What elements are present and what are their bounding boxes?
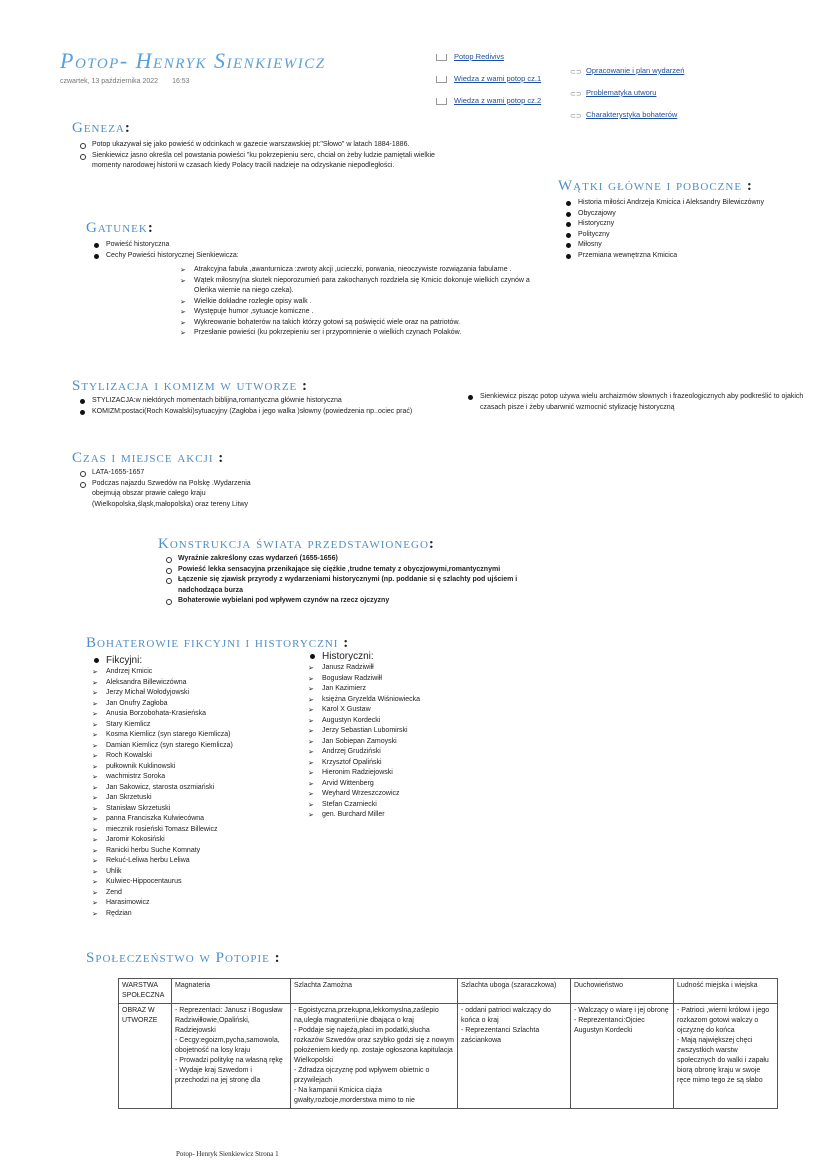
table-header: WARSTWA SPOŁECZNA: [119, 979, 172, 1004]
gatunek-list: [92, 240, 392, 261]
stylizacja-list: [78, 396, 448, 417]
list-item: ➢ Uhlik: [92, 867, 292, 878]
watki-heading: Wątki główne i poboczne :: [558, 178, 753, 194]
cell-line: - Egoistyczna,przekupna,lekkomyslna,zaślepio na,uległa magnaterii,nie dbająca o kraj: [294, 1007, 439, 1024]
table-header: Szlachta uboga (szaraczkowa): [458, 979, 571, 1004]
cell-line: - Patrioci ,wierni królowi i jego rozkazom gotowi walczy o ojczyznę do końca: [677, 1007, 770, 1034]
list-item: ➢ Rędzian: [92, 909, 292, 920]
list-item: ➢ gen. Burchard Miller: [308, 810, 508, 821]
list-item: Bohaterowie wybielani pod wpływem czynów na rzecz ojczyzny: [164, 596, 554, 607]
czas-list: [78, 468, 258, 510]
list-item: ➢ Jaromir Kokosiński: [92, 835, 292, 846]
list-item: ➢ Stefan Czarniecki: [308, 800, 508, 811]
list-item: STYLIZACJA:w niektórych momentach biblijna,romantyczna głównie historyczna: [78, 396, 448, 407]
list-item: Przemiana wewnętrzna Kmicica: [564, 251, 824, 262]
list-item: ➢ Andrzej Kmicic: [92, 667, 292, 678]
page-title: Potop- Henryk Sienkiewicz: [60, 48, 326, 73]
list-item: ➢ Hieronim Radziejowski: [308, 768, 508, 779]
historyczni-label-list: [308, 651, 508, 663]
link-icon: ⊂⊃: [570, 113, 582, 121]
list-item: ➢ Anusia Borzobohata-Krasieńska: [92, 709, 292, 720]
list-item: Podczas najazdu Szwedów na Polskę .Wydarzenia obejmują obszar prawie całego kraju (Wielkopolska,śląsk,małopolska) oraz tereny Litwy: [78, 479, 258, 511]
cell-line: - Reprezentaci: Janusz i Bogusław Radziwiłłowie,Opaliński, Radziejowski: [175, 1007, 283, 1034]
list-item: ➢ Jerzy Michał Wołodyjowski: [92, 688, 292, 699]
table-header: Duchowieństwo: [571, 979, 674, 1004]
list-item: ➢ Karol X Gustaw: [308, 705, 508, 716]
cell-line: - Prowadzi politykę na własną rękę: [175, 1057, 283, 1064]
cell-line: - Wydaje kraj Szwedom i przechodzi na jej stronę dla: [175, 1067, 261, 1084]
list-item: ➢ Damian Kiemlicz (syn starego Kiemlicza): [92, 741, 292, 752]
list-item: ➢ Kosma Kiemlicz (syn starego Kiemlicza): [92, 730, 292, 741]
list-item: Miłosny: [564, 240, 824, 251]
list-item: ➢ Zend: [92, 888, 292, 899]
cell-line: - Cecgy:egoizm,pycha,samowola, obojetność na losy kraju: [175, 1037, 280, 1054]
list-item: ➢ Janusz Radziwiłł: [308, 663, 508, 674]
spoleczenstwo-table: [118, 978, 778, 1109]
fikcyjni-label: Fikcyjni:: [92, 655, 292, 667]
stylizacja-heading: Stylizacja i komizm w utworze :: [72, 378, 309, 394]
cell-line: - Na kampanii Kmicica ciąża gwałty,rozboje,morderstwa mimo to nie: [294, 1087, 415, 1104]
list-item: Polityczny: [564, 230, 824, 241]
list-item: ➢ Jerzy Sebastian Lubomirski: [308, 726, 508, 737]
cell-line: - Mają największej chęci zwszystkich warstw społecznych do walki i zapału biorą obronę kraju w swoje ręce mimo tego że są słabo: [677, 1037, 769, 1084]
table-header: Szlachta Zamożna: [291, 979, 458, 1004]
list-item: ➢ Andrzej Grudziński: [308, 747, 508, 758]
page-footer: Potop- Henryk Sienkiewicz Strona 1: [176, 1150, 279, 1158]
table-cell: [674, 1004, 778, 1109]
links-column-1: [436, 52, 541, 118]
link-wiedza-1[interactable]: Wiedza z wami potop cz.1: [436, 74, 541, 96]
konstrukcja-list: [164, 554, 554, 607]
list-item: ➢ Wykreowanie bohaterów na takich którzy gotowi są poświęcić wiele oraz na patriotów.: [180, 318, 550, 329]
list-item: Powieść lekka sensacyjna przenikające się ciężkie ,trudne tematy z obyczjowymi,romantycznymi: [164, 565, 554, 576]
link-icon: ⊂⊃: [570, 69, 582, 77]
list-item: ➢ miecznik rosieński Tomasz Billewicz: [92, 825, 292, 836]
list-item: ➢ księżna Gryzelda Wiśniowiecka: [308, 695, 508, 706]
table-header: Ludność miejska i wiejska: [674, 979, 778, 1004]
konstrukcja-heading: Konstrukcja świata przedstawionego:: [158, 536, 435, 552]
list-item: ➢ Bogusław Radziwiłł: [308, 674, 508, 685]
watki-list: [564, 198, 824, 261]
list-item: ➢ Jan Onufry Zagłoba: [92, 699, 292, 710]
list-item: Łączenie się zjawisk przyrody z wydarzeniami historycznymi (np. poddanie si ę szlachty pod ujściem i nadchodząca burza: [164, 575, 554, 596]
list-item: KOMIZM:postaci(Roch Kowalski)sytuacyjny (Zagłoba i jego walka )słowny (powiedzenia np..ociec prać): [78, 407, 448, 418]
cell-line: - Poddaje się najeźą,płaci im podatki,słucha rozkazów Szwedów oraz szybko godzi się z nowym położeniem kiedy np. zostaje ogłoszona kapitulacja Wielkopolski: [294, 1027, 454, 1064]
list-item: ➢ wachmistrz Soroka: [92, 772, 292, 783]
historyczni-list: [308, 663, 508, 821]
list-item: ➢ Wątek miłosny(na skutek nieporozumień para zakochanych rozdziela się Kmicic dokonuje wielkich czynów a Oleńka wiernie na niego czeka).: [180, 276, 550, 297]
geneza-list: [78, 140, 448, 172]
table-cell: OBRAZ W UTWORZE: [119, 1004, 172, 1109]
link-opracowanie[interactable]: ⊂⊃ Opracowanie i plan wydarzeń: [570, 66, 685, 77]
gatunek-heading: Gatunek:: [86, 220, 154, 236]
list-item: ➢ Wielkie dokładne rozległe opisy walk .: [180, 297, 550, 308]
list-item: ➢ Jan Skrzetuski: [92, 793, 292, 804]
list-item: ➢ Arvid Wittenberg: [308, 779, 508, 790]
cell-line: - Walczący o wiarę i jej obronę: [574, 1007, 669, 1014]
list-item: ➢ panna Franciszka Kulwiecówna: [92, 814, 292, 825]
list-item: ➢ Roch Kowalski: [92, 751, 292, 762]
list-item: ➢ Harasimowicz: [92, 898, 292, 909]
file-icon: [436, 98, 447, 105]
list-item: ➢ Stanisław Skrzetuski: [92, 804, 292, 815]
list-item: Obyczajowy: [564, 209, 824, 220]
bohaterowie-heading: Bohaterowie fikcyjni i historyczni :: [86, 635, 350, 651]
fikcyjni-list: [92, 667, 292, 919]
table-cell: [172, 1004, 291, 1109]
list-item: ➢ Stary Kiemlicz: [92, 720, 292, 731]
list-item: ➢ Występuje humor ,sytuacje komiczne .: [180, 307, 550, 318]
list-item: Historia miłości Andrzeja Kmicica i Aleksandry Bilewiczówny: [564, 198, 824, 209]
list-item: ➢ Aleksandra Billewiczówna: [92, 678, 292, 689]
link-potop-redivivs[interactable]: Potop Redivivs: [436, 52, 541, 74]
list-item: ➢ Jan Sobiepan Zamoyski: [308, 737, 508, 748]
list-item: ➢ Augustyn Kordecki: [308, 716, 508, 727]
list-item: Historyczny: [564, 219, 824, 230]
fikcyjni-label-list: [92, 655, 292, 667]
czas-heading: Czas i miejsce akcji :: [72, 450, 225, 466]
list-item: Sienkiewicz pisząc potop używa wielu archaizmów słownych i frazeologicznych aby podkreślić to ojakich czasach pisze i żeby ubarwnić wzmocnić stylizację historyczną: [466, 392, 824, 413]
table-header: Magnateria: [172, 979, 291, 1004]
gatunek-sublist: [180, 265, 550, 339]
list-item: ➢ Rekuć-Leliwa herbu Leliwa: [92, 856, 292, 867]
file-icon: [436, 76, 447, 83]
list-item: ➢ Weyhard Wrzeszczowicz: [308, 789, 508, 800]
file-icon: [436, 54, 447, 61]
table-row: [119, 1004, 778, 1109]
list-item: ➢ Kulwiec-Hippocentaurus: [92, 877, 292, 888]
links-column-2: [570, 66, 684, 132]
list-item: ➢ Jan Sakowicz, starosta oszmiański: [92, 783, 292, 794]
link-icon: ⊂⊃: [570, 91, 582, 99]
table-cell: [458, 1004, 571, 1109]
list-item: Powieść historyczna: [92, 240, 392, 251]
cell-line: - Reprezentanci:Ojciec Augustyn Kordecki: [574, 1017, 645, 1034]
table-cell: [571, 1004, 674, 1109]
list-item: Wyraźnie zakreślony czas wydarzeń (1655-1656): [164, 554, 554, 565]
list-item: Cechy Powieści historycznej Sienkiewicza:: [92, 251, 392, 262]
list-item: Sienkiewicz jasno określa cel powstania powieści "ku pokrzepieniu serc, chciał on żeby ludzie pamiętali wielkie momenty narodowej historii w czasach kiedy Polacy tracili nadzieje na odzyskanie niepodległości.: [78, 151, 448, 172]
list-item: ➢ Krzysztof Opaliński: [308, 758, 508, 769]
cell-line: - oddani patrioci walczący do końca o kraj: [461, 1007, 551, 1024]
list-item: ➢ Atrakcyjna fabuła ,awanturnicza :zwroty akcji ,ucieczki, porwania, nieoczywiste rozwiązania fabularne .: [180, 265, 550, 276]
stylizacja-right: [466, 392, 824, 413]
list-item: Potop ukazywał się jako powieść w odcinkach w gazecie warszawskiej pt:"Słowo" w latach 1884-1886.: [78, 140, 448, 151]
page-date: czwartek, 13 października 2022 16:53: [60, 78, 190, 85]
list-item: ➢ Przesłanie powieści (ku pokrzepieniu ser i przypomnienie o wielkich czynach Polaków.: [180, 328, 550, 339]
table-cell: [291, 1004, 458, 1109]
table-header-row: [119, 979, 778, 1004]
cell-line: - Reprezentanci Szlachta zaściankowa: [461, 1027, 540, 1044]
list-item: ➢ Jan Kazimierz: [308, 684, 508, 695]
cell-line: - Zdradza ojczyznę pod wpływem obietnic o przywilejach: [294, 1067, 430, 1084]
link-charakterystyka[interactable]: ⊂⊃ Charakterystyka bohaterów: [570, 110, 678, 121]
historyczni-label: Historyczni:: [308, 651, 508, 663]
list-item: LATA-1655-1657: [78, 468, 258, 479]
list-item: ➢ Ranicki herbu Suche Komnaty: [92, 846, 292, 857]
link-wiedza-2[interactable]: Wiedza z wami potop cz.2: [436, 96, 541, 118]
list-item: ➢ pułkownik Kuklinowski: [92, 762, 292, 773]
geneza-heading: Geneza:: [72, 120, 131, 136]
link-problematyka[interactable]: ⊂⊃ Problematyka utworu: [570, 88, 657, 99]
spoleczenstwo-heading: Społeczeństwo w Potopie :: [86, 950, 281, 966]
